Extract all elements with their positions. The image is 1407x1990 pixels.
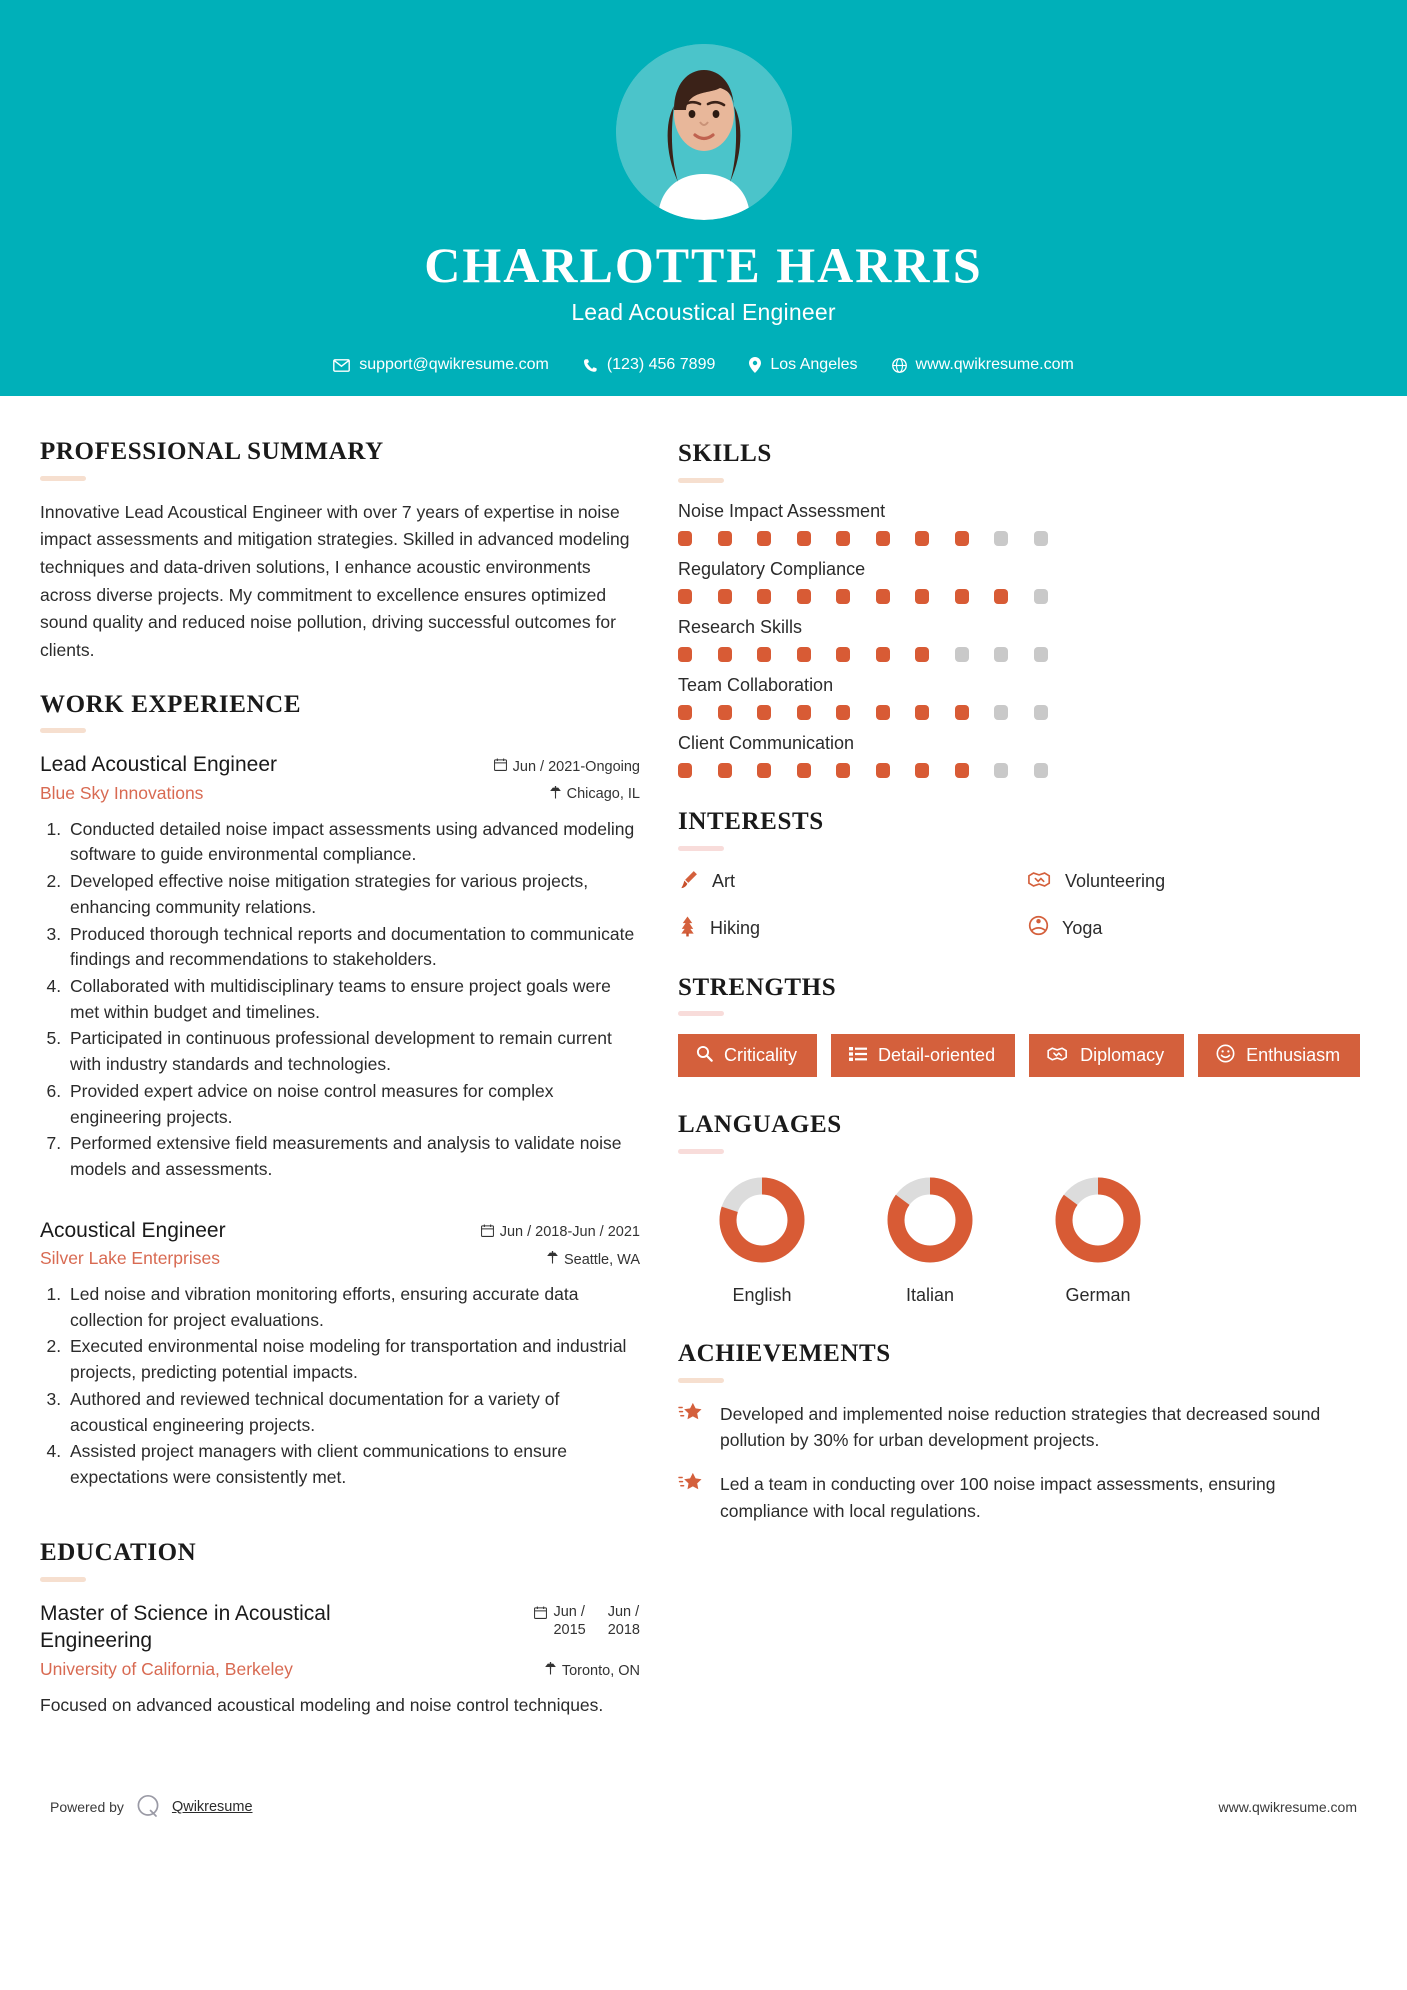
job-bullets: [40, 1282, 640, 1491]
language-item: [678, 1172, 846, 1306]
language-item: [1014, 1172, 1182, 1306]
skill-dot-filled: [678, 705, 692, 720]
strength-label: Detail-oriented: [878, 1045, 996, 1066]
section-rule: [678, 1378, 724, 1383]
skill-item: [678, 617, 1368, 662]
education-end-year: 2018: [607, 1621, 640, 1638]
job-bullet: 3. Authored and reviewed technical documentation for a variety of acoustical engineering projects.: [66, 1387, 640, 1438]
skill-dot-filled: [836, 589, 850, 604]
interest-item: [1028, 869, 1368, 895]
yoga-icon: [1028, 915, 1049, 941]
skill-dot-filled: [718, 763, 732, 778]
section-strengths: [678, 974, 1368, 1078]
interest-label: Volunteering: [1065, 871, 1166, 891]
skill-name: Client Communication: [678, 732, 855, 753]
skill-item: [678, 675, 1368, 720]
skill-dot-filled: [757, 647, 771, 662]
work-entry: [40, 1217, 640, 1491]
job-location-text: Chicago, IL: [566, 786, 640, 803]
section-title-languages: LANGUAGES: [678, 1111, 842, 1139]
skill-dot-filled: [955, 531, 969, 546]
education-location-text: Toronto, ON: [561, 1662, 640, 1679]
job-bullet: 3. Produced thorough technical reports and documentation to communicate findings and recommendations to stakeholders.: [66, 922, 640, 973]
section-skills: [678, 440, 1368, 778]
skill-item: [678, 733, 1368, 778]
skill-dot-filled: [757, 531, 771, 546]
paintbrush-icon: [678, 869, 699, 895]
job-location: [550, 786, 640, 803]
skill-dot-filled: [797, 763, 811, 778]
map-pin-icon: [545, 1662, 556, 1679]
section-languages: [678, 1111, 1368, 1306]
job-bullet: 6. Provided expert advice on noise control measures for complex engineering projects.: [66, 1079, 640, 1130]
skill-dot-filled: [836, 763, 850, 778]
calendar-icon: [494, 758, 507, 775]
strength-label: Criticality: [724, 1045, 798, 1066]
skill-dot-empty: [1034, 647, 1048, 662]
skill-dot-filled: [915, 705, 929, 720]
footer-powered-by: [50, 1793, 253, 1822]
languages-list: [678, 1172, 1368, 1306]
job-bullet: 5. Participated in continuous professional development to remain current with industry standards and technologies.: [66, 1026, 640, 1077]
resume-header: [0, 0, 1407, 396]
skill-dot-empty: [1034, 705, 1048, 720]
job-company: Blue Sky Innovations: [40, 782, 204, 803]
section-title-skills: SKILLS: [678, 440, 772, 467]
section-title-interests: INTERESTS: [678, 807, 824, 835]
job-role: Acoustical Engineer: [40, 1218, 226, 1242]
skill-dot-filled: [797, 647, 811, 662]
skill-dot-filled: [678, 589, 692, 604]
education-location: [545, 1662, 640, 1679]
interest-label: Hiking: [710, 917, 761, 938]
section-rule: [678, 1149, 724, 1154]
calendar-icon: [481, 1224, 494, 1241]
skill-dot-filled: [836, 705, 850, 720]
job-location: [547, 1251, 640, 1268]
education-start-year: 2015: [553, 1621, 586, 1638]
section-interests: [678, 808, 1368, 942]
strength-chip-criticality: [678, 1034, 817, 1077]
skill-name: Research Skills: [678, 616, 803, 637]
skill-dot-filled: [836, 531, 850, 546]
strength-label: Diplomacy: [1080, 1045, 1165, 1066]
job-bullet: 2. Developed effective noise mitigation strategies for various projects, enhancing community relations.: [66, 869, 640, 920]
magnifier-icon: [696, 1045, 713, 1065]
section-rule: [40, 476, 86, 481]
skill-dot-empty: [955, 647, 969, 662]
skill-name: Team Collaboration: [678, 674, 834, 695]
language-label: English: [732, 1285, 792, 1305]
section-education: [40, 1539, 640, 1719]
star-icon: [678, 1471, 704, 1500]
handshake-icon: [1047, 1045, 1069, 1066]
skill-dot-empty: [994, 531, 1008, 546]
skill-rating: [678, 531, 1368, 546]
skill-dot-filled: [718, 531, 732, 546]
footer-brand-link[interactable]: Qwikresume: [171, 1799, 253, 1816]
section-title-summary: PROFESSIONAL SUMMARY: [40, 438, 384, 465]
contact-phone[interactable]: [566, 356, 733, 374]
skill-dot-filled: [915, 763, 929, 778]
education-entry: [40, 1600, 640, 1719]
strength-chip-enthusiasm: [1198, 1034, 1360, 1077]
section-title-achievements: ACHIEVEMENTS: [678, 1340, 891, 1367]
smiley-icon: [1216, 1044, 1235, 1066]
education-school: University of California, Berkeley: [40, 1659, 293, 1680]
list-icon: [849, 1046, 867, 1065]
job-bullet: 1. Led noise and vibration monitoring efforts, ensuring accurate data collection for project evaluations.: [66, 1282, 640, 1333]
skill-dot-empty: [1034, 531, 1048, 546]
skill-name: Noise Impact Assessment: [678, 500, 886, 521]
language-donut-chart: [1050, 1172, 1146, 1268]
job-bullets: [40, 817, 640, 1183]
skill-item: [678, 559, 1368, 604]
skill-name: Regulatory Compliance: [678, 558, 866, 579]
map-pin-icon: [547, 1251, 558, 1268]
language-label: German: [1065, 1285, 1131, 1305]
achievement-text: Led a team in conducting over 100 noise impact assessments, ensuring compliance with local regulations.: [720, 1474, 1276, 1521]
resume-body: [0, 396, 1407, 1745]
skill-dot-filled: [836, 647, 850, 662]
skill-dot-filled: [678, 531, 692, 546]
star-icon: [678, 1401, 704, 1430]
job-bullet: 1. Conducted detailed noise impact assessments using advanced modeling software to guide environmental compliance.: [66, 817, 640, 868]
skill-dot-filled: [718, 705, 732, 720]
summary-text: Innovative Lead Acoustical Engineer with over 7 years of expertise in noise impact assessments and mitigation strategies. Skilled in advanced modeling techniques and data-driven solutions, I enhance acoustic environments across diverse projects. My commitment to excellence ensures optimized sound quality and reduced noise pollution, driving successful outcomes for clients.: [40, 501, 630, 660]
education-end-month: Jun /: [607, 1603, 640, 1620]
contact-website[interactable]: [875, 356, 1091, 374]
calendar-icon: [534, 1603, 547, 1623]
interest-label: Yoga: [1062, 917, 1103, 938]
skill-dot-filled: [678, 763, 692, 778]
qwikresume-logo-icon: [135, 1793, 161, 1822]
footer-website[interactable]: www.qwikresume.com: [1218, 1799, 1357, 1816]
skill-dot-filled: [757, 705, 771, 720]
contact-website-text: www.qwikresume.com: [915, 356, 1074, 373]
contact-phone-text: (123) 456 7899: [606, 356, 716, 373]
interest-label: Art: [712, 871, 736, 891]
interests-grid: [678, 869, 1368, 942]
skill-dot-filled: [915, 531, 929, 546]
strengths-list: [678, 1034, 1368, 1077]
job-bullet: 2. Executed environmental noise modeling for transportation and industrial projects, predicting potential impacts.: [66, 1334, 640, 1385]
candidate-name: CHARLOTTE HARRIS: [424, 237, 983, 293]
section-rule: [40, 1577, 86, 1582]
strength-chip-diplomacy: [1029, 1034, 1184, 1077]
language-donut-chart: [714, 1172, 810, 1268]
skill-rating: [678, 647, 1368, 662]
skill-dot-empty: [994, 647, 1008, 662]
skill-dot-filled: [876, 589, 890, 604]
skill-dot-filled: [718, 647, 732, 662]
right-column: [678, 438, 1368, 1550]
contact-email[interactable]: [316, 356, 566, 374]
section-rule: [678, 846, 724, 851]
achievement-item: [678, 1401, 1368, 1454]
skill-dot-empty: [1034, 763, 1048, 778]
contact-location: [732, 356, 874, 374]
left-column: [40, 438, 640, 1745]
job-dates-text: Jun / 2021-Ongoing: [512, 758, 640, 775]
interest-item: [1028, 915, 1368, 942]
language-item: [846, 1172, 1014, 1306]
tree-icon: [678, 915, 697, 942]
strength-label: Enthusiasm: [1246, 1045, 1341, 1066]
education-start-month: Jun /: [553, 1603, 585, 1620]
achievement-item: [678, 1471, 1368, 1524]
job-company: Silver Lake Enterprises: [40, 1248, 220, 1268]
job-dates: [481, 1224, 640, 1241]
work-entry: [40, 751, 640, 1182]
section-professional-summary: [40, 438, 640, 665]
avatar: [616, 44, 792, 220]
interest-item: [678, 869, 1018, 895]
contact-location-text: Los Angeles: [770, 356, 858, 373]
skill-dot-filled: [797, 589, 811, 604]
section-rule: [678, 1011, 724, 1016]
skill-dot-filled: [955, 763, 969, 778]
section-title-education: EDUCATION: [40, 1538, 197, 1566]
map-pin-icon: [550, 786, 561, 803]
candidate-job-title: Lead Acoustical Engineer: [571, 299, 836, 325]
skill-dot-filled: [876, 647, 890, 662]
education-description: Focused on advanced acoustical modeling and noise control techniques.: [40, 1695, 604, 1716]
job-bullet: 4. Assisted project managers with client communications to ensure expectations were consistently met.: [66, 1439, 640, 1490]
resume-footer: [40, 1775, 1367, 1848]
job-bullet: 4. Collaborated with multidisciplinary teams to ensure project goals were met within budget and timelines.: [66, 974, 640, 1025]
location-pin-icon: [749, 357, 761, 373]
skill-rating: [678, 763, 1368, 778]
education-degree: Master of Science in Acoustical Engineering: [40, 1601, 331, 1653]
skill-item: [678, 501, 1368, 546]
contact-row: [0, 356, 1407, 374]
skill-dot-filled: [915, 589, 929, 604]
skill-dot-filled: [718, 589, 732, 604]
skill-dot-empty: [994, 763, 1008, 778]
job-role: Lead Acoustical Engineer: [40, 753, 277, 777]
globe-icon: [892, 358, 907, 373]
job-location-text: Seattle, WA: [563, 1251, 640, 1268]
contact-email-text: support@qwikresume.com: [359, 356, 549, 373]
achievement-text: Developed and implemented noise reduction strategies that decreased sound pollution by 30% for urban development projects.: [720, 1403, 1321, 1450]
skill-rating: [678, 589, 1368, 604]
skill-dot-filled: [876, 763, 890, 778]
skill-dot-filled: [757, 589, 771, 604]
section-rule: [678, 478, 724, 483]
avatar-photo-icon: [616, 44, 792, 220]
skill-dot-filled: [955, 589, 969, 604]
strength-chip-detail-oriented: [831, 1034, 1015, 1077]
handshake-icon: [1028, 869, 1052, 895]
skill-dot-filled: [955, 705, 969, 720]
skill-dot-empty: [1034, 589, 1048, 604]
interest-item: [678, 915, 1018, 942]
section-title-strengths: STRENGTHS: [678, 973, 837, 1001]
language-donut-chart: [882, 1172, 978, 1268]
footer-powered-by-text: Powered by: [50, 1799, 124, 1816]
skill-dot-filled: [797, 705, 811, 720]
skill-dot-filled: [678, 647, 692, 662]
section-rule: [40, 728, 86, 733]
section-work-experience: [40, 691, 640, 1491]
skill-dot-filled: [915, 647, 929, 662]
skill-dot-filled: [757, 763, 771, 778]
skill-dot-filled: [876, 705, 890, 720]
phone-icon: [583, 358, 598, 373]
section-achievements: [678, 1340, 1368, 1524]
skill-dot-filled: [797, 531, 811, 546]
envelope-icon: [333, 359, 350, 372]
job-dates: [494, 758, 640, 775]
job-dates-text: Jun / 2018-Jun / 2021: [499, 1224, 640, 1241]
skills-list: [678, 501, 1368, 778]
skill-dot-filled: [994, 589, 1008, 604]
skill-dot-empty: [994, 705, 1008, 720]
job-bullet: 7. Performed extensive field measurements and analysis to validate noise models and assessments.: [66, 1131, 640, 1182]
education-dates: [534, 1600, 640, 1639]
skill-dot-filled: [876, 531, 890, 546]
skill-rating: [678, 705, 1368, 720]
section-title-work: WORK EXPERIENCE: [40, 690, 302, 718]
language-label: Italian: [905, 1285, 955, 1305]
